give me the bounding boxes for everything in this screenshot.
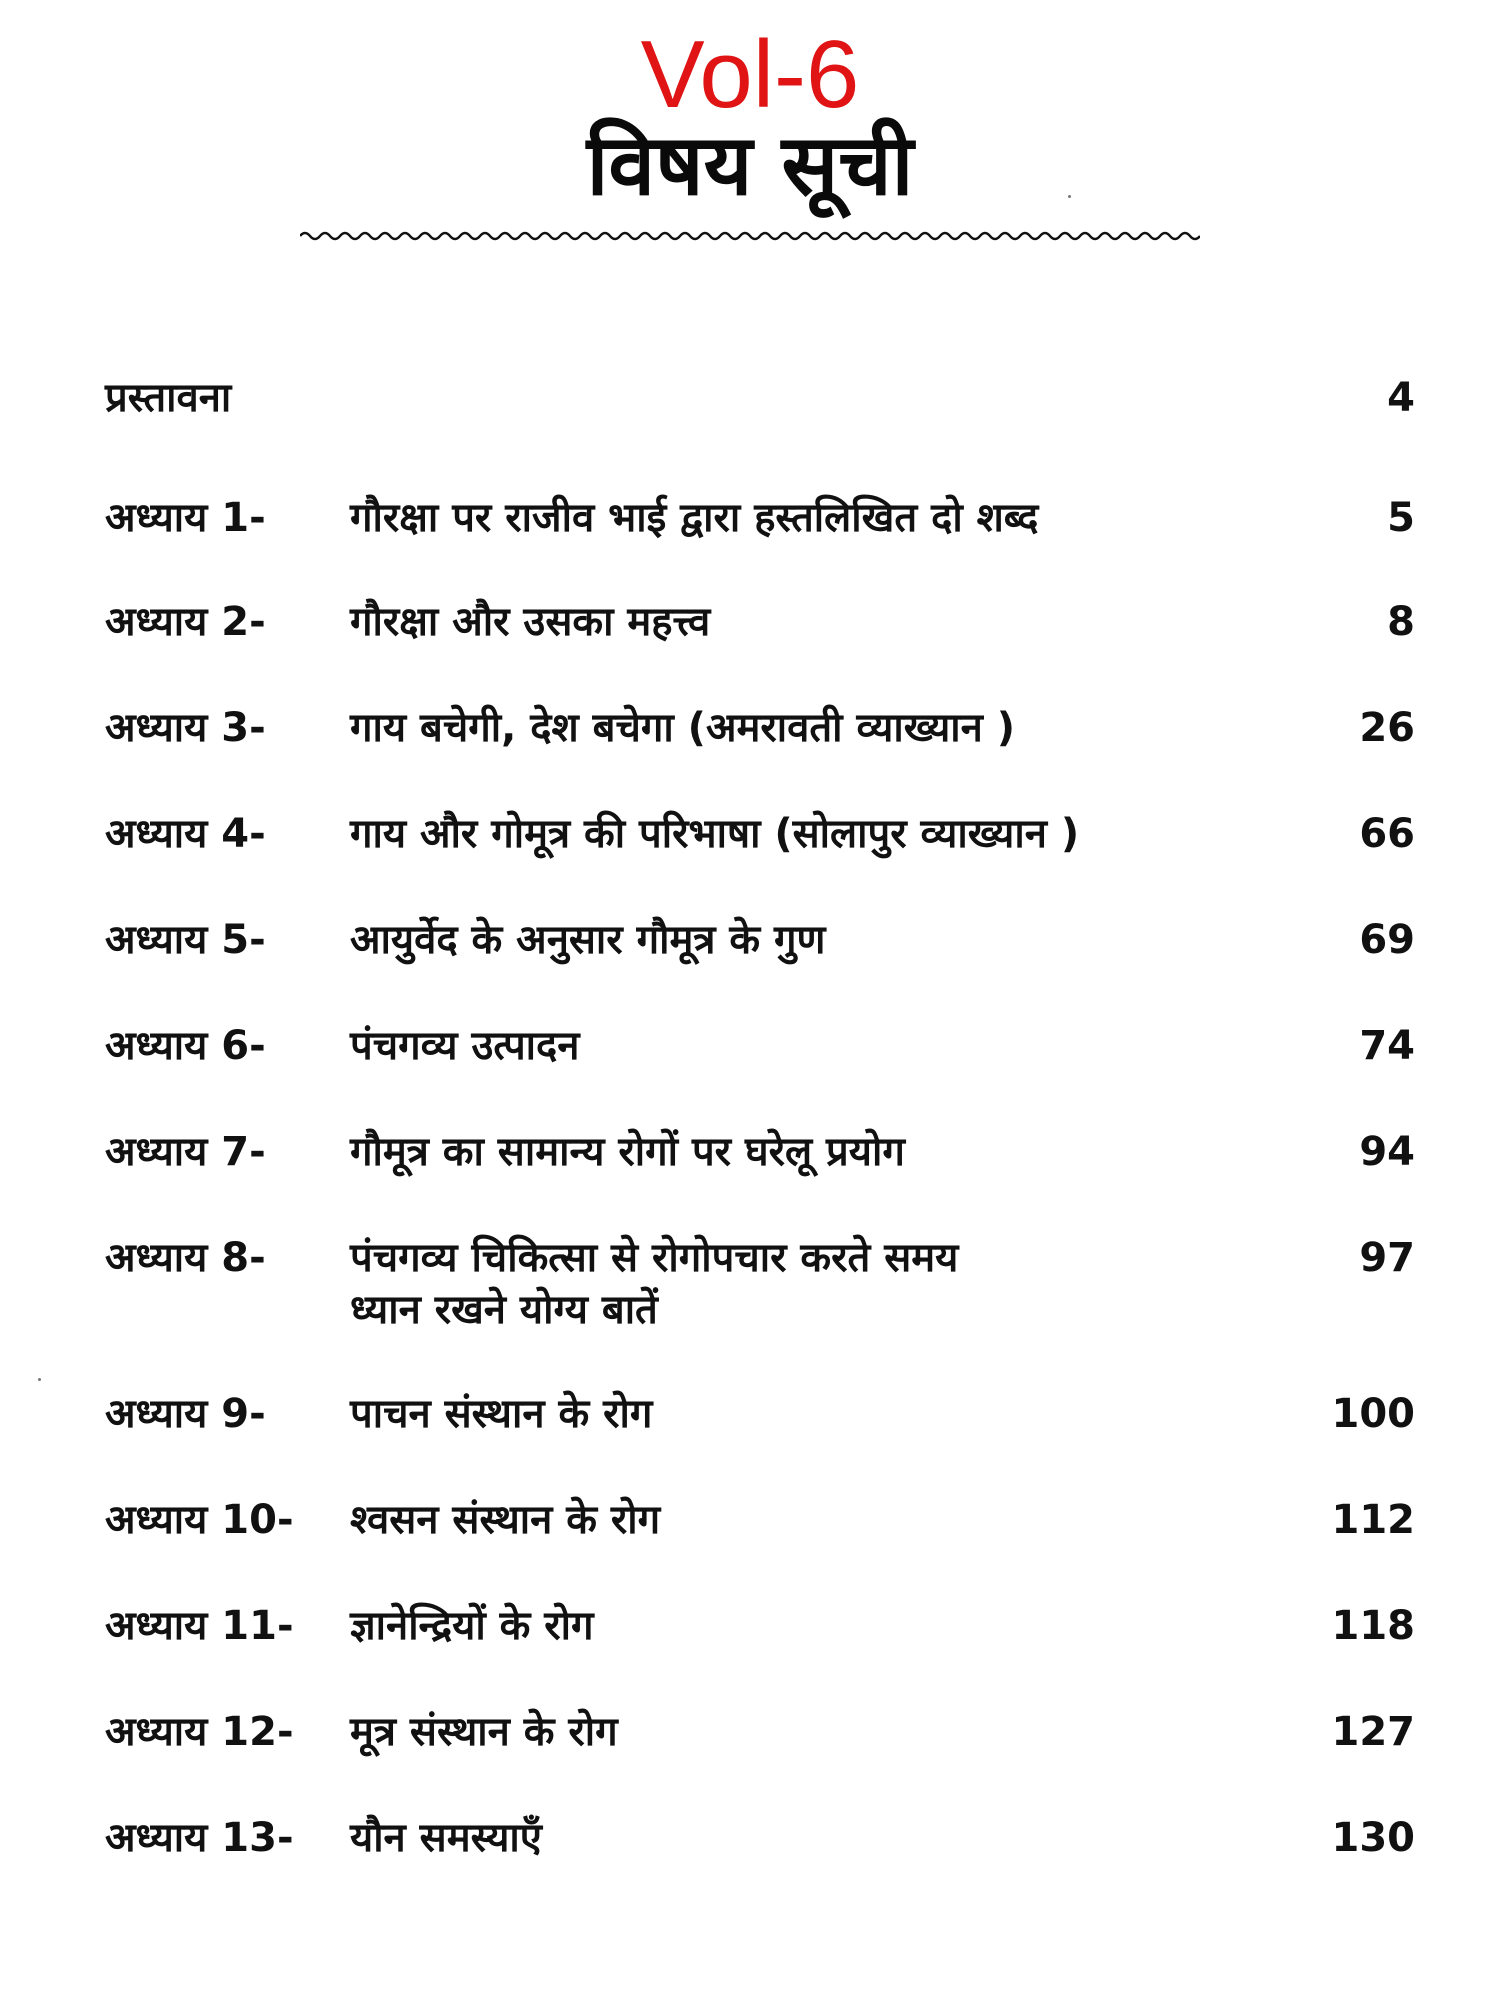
toc-entry-chapter-5 <box>105 912 1415 976</box>
toc-entry-title: गौमूत्र का सामान्य रोगों पर घरेलू प्रयोग <box>350 1129 905 1175</box>
scan-speck <box>1068 195 1071 198</box>
toc-entry-title: प्रस्तावना <box>105 375 232 421</box>
toc-entry-page: 118 <box>1331 1603 1415 1649</box>
toc-entry-page: 100 <box>1331 1391 1415 1437</box>
toc-entry-page: 8 <box>1387 599 1415 645</box>
toc-entry-chapter: अध्याय 4- <box>105 811 266 857</box>
toc-entry-chapter-3 <box>105 700 1415 764</box>
toc-entry-title: आयुर्वेद के अनुसार गौमूत्र के गुण <box>350 917 826 963</box>
toc-entry-title: पंचगव्य उत्पादन <box>350 1023 580 1069</box>
toc-entry-title: यौन समस्याएँ <box>350 1815 542 1861</box>
toc-entry-chapter: अध्याय 1- <box>105 495 266 541</box>
toc-entry-chapter-7 <box>105 1124 1415 1188</box>
toc-entry-title: ज्ञानेन्द्रियों के रोग <box>350 1603 594 1649</box>
toc-entry-chapter: अध्याय 3- <box>105 705 266 751</box>
toc-entry-page: 112 <box>1331 1497 1415 1543</box>
toc-entry-page: 94 <box>1359 1129 1415 1175</box>
toc-entry-chapter: अध्याय 7- <box>105 1129 266 1175</box>
toc-entry-chapter-12 <box>105 1704 1415 1768</box>
page-title: विषय सूची <box>586 116 914 214</box>
toc-entry-page: 26 <box>1359 705 1415 751</box>
toc-entry-title: पाचन संस्थान के रोग <box>350 1391 653 1437</box>
toc-entry-chapter-13 <box>105 1810 1415 1874</box>
toc-entry-page: 130 <box>1331 1815 1415 1861</box>
toc-entry-preface <box>105 370 1415 434</box>
toc-entry-chapter-10 <box>105 1492 1415 1556</box>
toc-entry-title: गाय और गोमूत्र की परिभाषा (सोलापुर व्याख्यान ) <box>350 811 1080 857</box>
toc-entry-title: गौरक्षा और उसका महत्त्व <box>350 599 711 645</box>
toc-entry-chapter-2 <box>105 594 1415 658</box>
toc-entry-title: गाय बचेगी, देश बचेगा (अमरावती व्याख्यान ) <box>350 705 1016 751</box>
toc-entry-chapter-4 <box>105 806 1415 870</box>
toc-entry-page: 4 <box>1387 375 1415 421</box>
toc-entry-page: 97 <box>1359 1235 1415 1281</box>
toc-entry-title: पंचगव्य चिकित्सा से रोगोपचार करते समय <box>350 1235 959 1281</box>
toc-entry-chapter-8 <box>105 1230 1415 1340</box>
toc-entry-page: 66 <box>1359 811 1415 857</box>
toc-entry-chapter: अध्याय 13- <box>105 1815 294 1861</box>
toc-entry-title: श्वसन संस्थान के रोग <box>350 1497 661 1543</box>
toc-entry-page: 5 <box>1387 495 1415 541</box>
toc-entry-page: 127 <box>1331 1709 1415 1755</box>
toc-entry-chapter: अध्याय 12- <box>105 1709 294 1755</box>
toc-entry-page: 74 <box>1359 1023 1415 1069</box>
toc-entry-title: मूत्र संस्थान के रोग <box>350 1709 618 1755</box>
toc-entry-chapter-9 <box>105 1386 1415 1450</box>
toc-entry-page: 69 <box>1359 917 1415 963</box>
toc-entry-chapter-6 <box>105 1018 1415 1082</box>
volume-label: Vol-6 <box>640 21 860 128</box>
toc-entry-chapter-1 <box>105 490 1415 554</box>
toc-entry-title: गौरक्षा पर राजीव भाई द्वारा हस्तलिखित दो शब्द <box>350 495 1039 541</box>
toc-entry-chapter: अध्याय 11- <box>105 1603 294 1649</box>
toc-entry-chapter: अध्याय 10- <box>105 1497 294 1543</box>
scan-speck <box>38 1378 41 1381</box>
toc-entry-chapter: अध्याय 5- <box>105 917 266 963</box>
toc-entry-title-continued: ध्यान रखने योग्य बातें <box>350 1287 658 1333</box>
toc-entry-chapter: अध्याय 2- <box>105 599 266 645</box>
toc-entry-chapter: अध्याय 9- <box>105 1391 266 1437</box>
toc-entry-chapter-11 <box>105 1598 1415 1662</box>
toc-entry-chapter: अध्याय 6- <box>105 1023 266 1069</box>
toc-entry-chapter: अध्याय 8- <box>105 1235 266 1281</box>
